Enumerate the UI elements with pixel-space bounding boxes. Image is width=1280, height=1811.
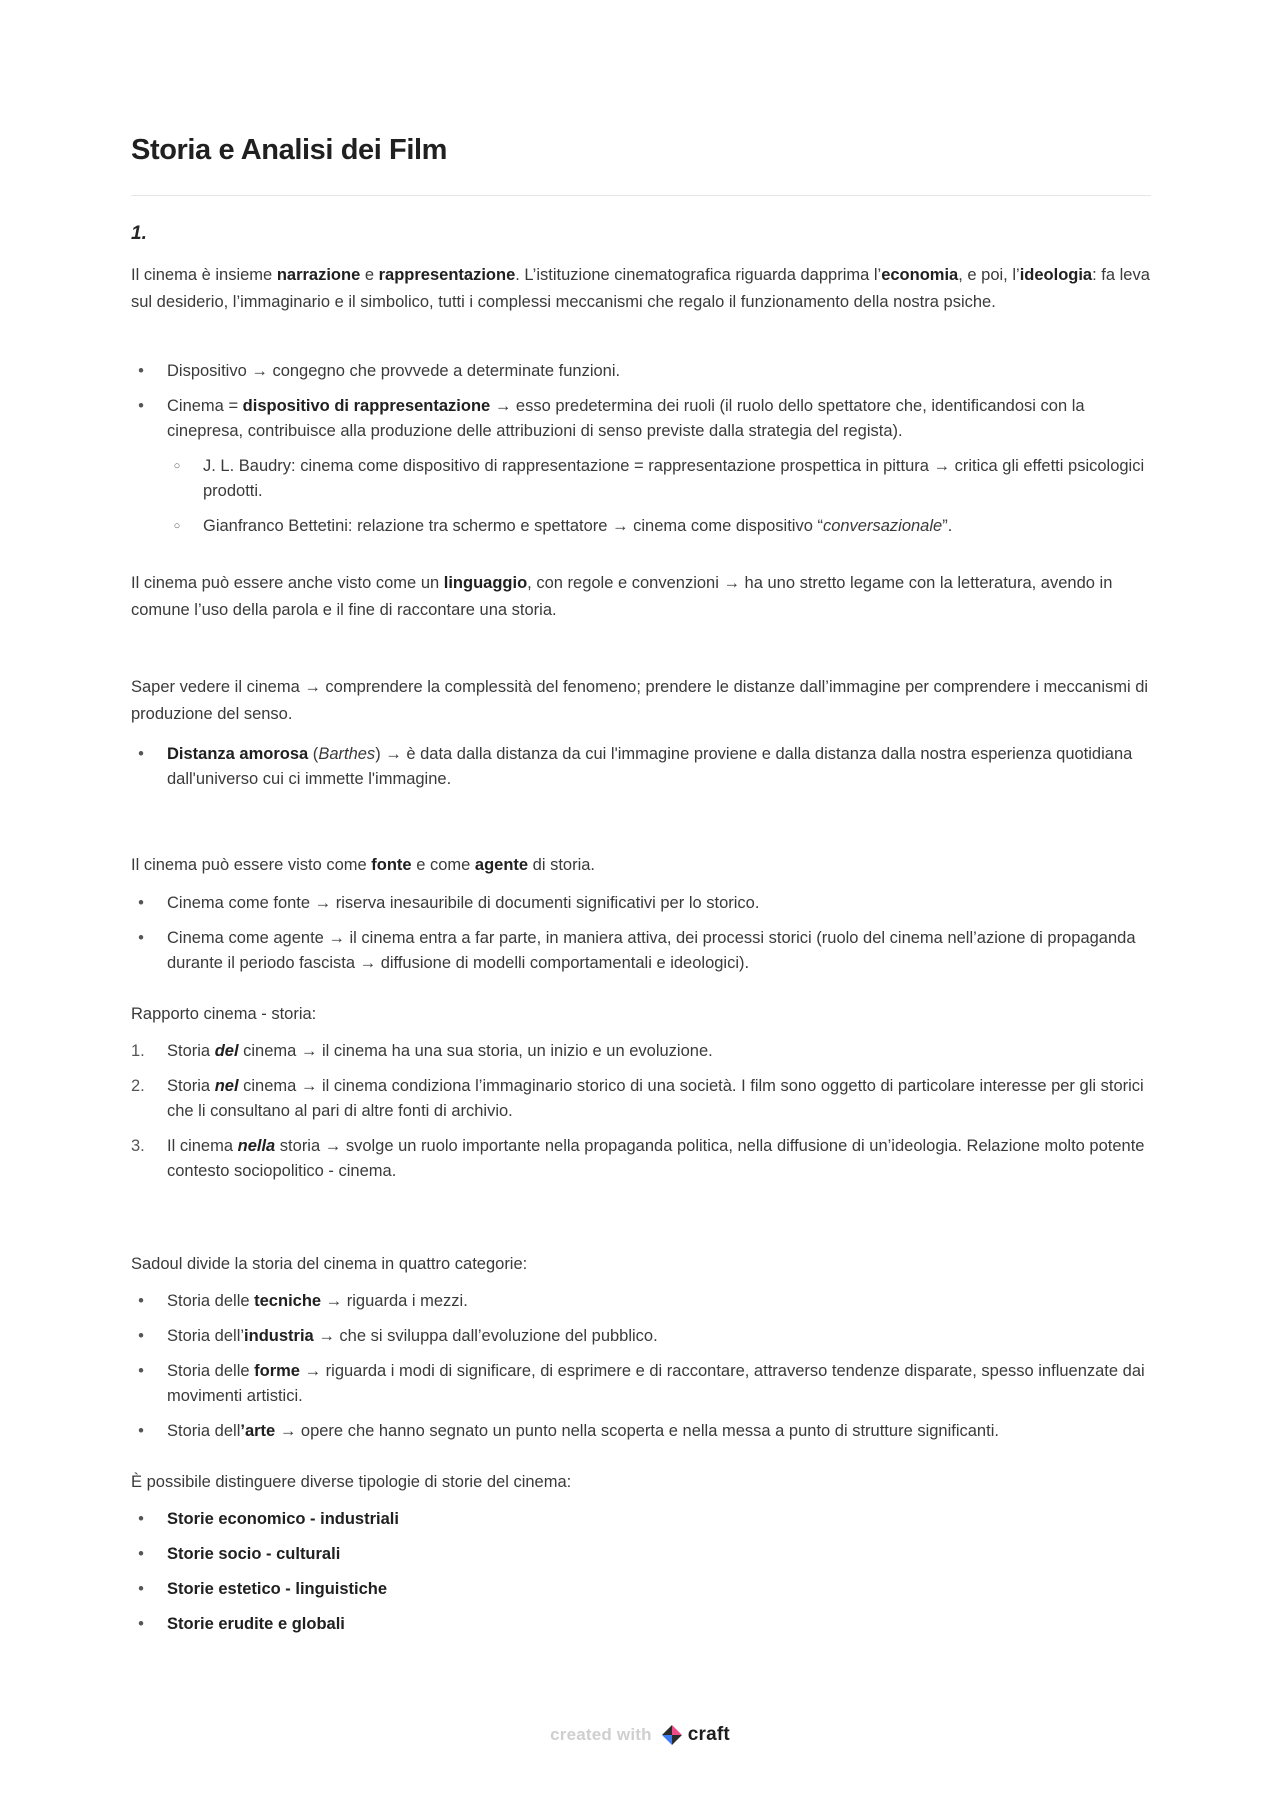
list-item: • Storia delle forme → riguarda i modi di significare, di esprimere e di raccontare, attraverso tendenze disparate, spesso influenzate dai movimenti artistici. [167, 1359, 1151, 1409]
paragraph-saper-vedere: Saper vedere il cinema → comprendere la complessità del fenomeno; prendere le distanze dall’immagine per comprendere i meccanismi di produzione del senso. [131, 678, 1149, 723]
bullet-marker: • [138, 1362, 144, 1380]
bullet-marker: • [138, 1510, 144, 1528]
numbered-item: 2. Storia nel cinema → il cinema condiziona l’immaginario storico di una società. I film sono oggetto di particolare interesse per gli storici che li consultano al pari di altre fonti di archivio. [167, 1074, 1151, 1124]
title-divider [131, 195, 1151, 196]
paragraph-tipologie: È possibile distinguere diverse tipologie di storie del cinema: [131, 1473, 572, 1491]
bullet-marker: • [138, 1580, 144, 1598]
list-item: • Storia dell’industria → che si sviluppa dall’evoluzione del pubblico. [167, 1324, 1151, 1349]
bullet-marker: • [138, 1615, 144, 1633]
numbered-item: 1. Storia del cinema → il cinema ha una sua storia, un inizio e un evoluzione. [167, 1039, 1151, 1064]
list-item: • Storie estetico - linguistiche [167, 1577, 1151, 1602]
list-item: • Storia dell’arte → opere che hanno segnato un punto nella scoperta e nella messa a punto di strutture significanti. [167, 1419, 1151, 1444]
bullet-marker: • [138, 929, 144, 947]
paragraph-sadoul: Sadoul divide la storia del cinema in quattro categorie: [131, 1255, 528, 1273]
bullet-marker: • [138, 1292, 144, 1310]
list-item: • Dispositivo → congegno che provvede a determinate funzioni. [167, 359, 1151, 384]
bullet-marker: • [138, 1545, 144, 1563]
number-marker: 1. [131, 1042, 145, 1060]
craft-logo-icon [660, 1723, 684, 1747]
paragraph-rapporto: Rapporto cinema - storia: [131, 1005, 317, 1023]
bullet-marker: • [138, 894, 144, 912]
list-item: • Cinema come fonte → riserva inesauribile di documenti significativi per lo storico. [167, 891, 1151, 916]
sub-list-item: ○ Gianfranco Bettetini: relazione tra schermo e spettatore → cinema come dispositivo “conversazionale”. [203, 514, 1151, 539]
circle-bullet-marker: ○ [173, 460, 181, 472]
list-item: • Distanza amorosa (Barthes) → è data dalla distanza da cui l'immagine proviene e dalla distanza dalla nostra esperienza quotidiana dall'universo cui ci immette l'immagine. [167, 742, 1151, 792]
page-title: Storia e Analisi dei Film [131, 134, 448, 166]
bullet-marker: • [138, 397, 144, 415]
list-item: • Storie erudite e globali [167, 1612, 1151, 1637]
list-item: • Cinema = dispositivo di rappresentazione → esso predetermina dei ruoli (il ruolo dello spettatore che, identificandosi con la cinepresa, contribuisce alla produzione delle attribuzioni di senso previste dalla strategia del regista). [167, 394, 1151, 444]
number-marker: 3. [131, 1137, 145, 1155]
bullet-marker: • [138, 1327, 144, 1345]
list-item: • Storia delle tecniche → riguarda i mezzi. [167, 1289, 1151, 1314]
list-item: • Cinema come agente → il cinema entra a far parte, in maniera attiva, dei processi storici (ruolo del cinema nell’azione di propaganda durante il periodo fascista → diffusione di modelli comportamentali e ideologici). [167, 926, 1151, 976]
craft-brand [660, 1723, 730, 1747]
sub-list-item: ○ J. L. Baudry: cinema come dispositivo di rappresentazione = rappresentazione prospettica in pittura → critica gli effetti psicologici prodotti. [203, 454, 1151, 504]
list-item: • Storie socio - culturali [167, 1542, 1151, 1567]
number-marker: 2. [131, 1077, 145, 1095]
section-heading: 1. [131, 223, 147, 244]
created-with-label: created with [550, 1725, 652, 1744]
paragraph-intro: Il cinema è insieme narrazione e rappresentazione. L’istituzione cinematografica riguarda dapprima l’economia, e poi, l’ideologia: fa leva sul desiderio, l’immaginario e il simbolico, tutti i complessi meccanismi che regalo il funzionamento della nostra psiche. [131, 266, 1150, 311]
bullet-marker: • [138, 745, 144, 763]
footer-watermark [0, 1723, 1280, 1747]
numbered-item: 3. Il cinema nella storia → svolge un ruolo importante nella propaganda politica, nella diffusione di un’ideologia. Relazione molto potente contesto sociopolitico - cinema. [167, 1134, 1151, 1184]
circle-bullet-marker: ○ [173, 520, 181, 532]
bullet-marker: • [138, 362, 144, 380]
craft-brand-label: craft [687, 1724, 730, 1745]
list-item: • Storie economico - industriali [167, 1507, 1151, 1532]
paragraph-linguaggio: Il cinema può essere anche visto come un linguaggio, con regole e convenzioni → ha uno stretto legame con la letteratura, avendo in comune l’uso della parola e il fine di raccontare una storia. [131, 574, 1113, 619]
paragraph-fonte-agente: Il cinema può essere visto come fonte e come agente di storia. [131, 856, 596, 874]
bullet-marker: • [138, 1422, 144, 1440]
